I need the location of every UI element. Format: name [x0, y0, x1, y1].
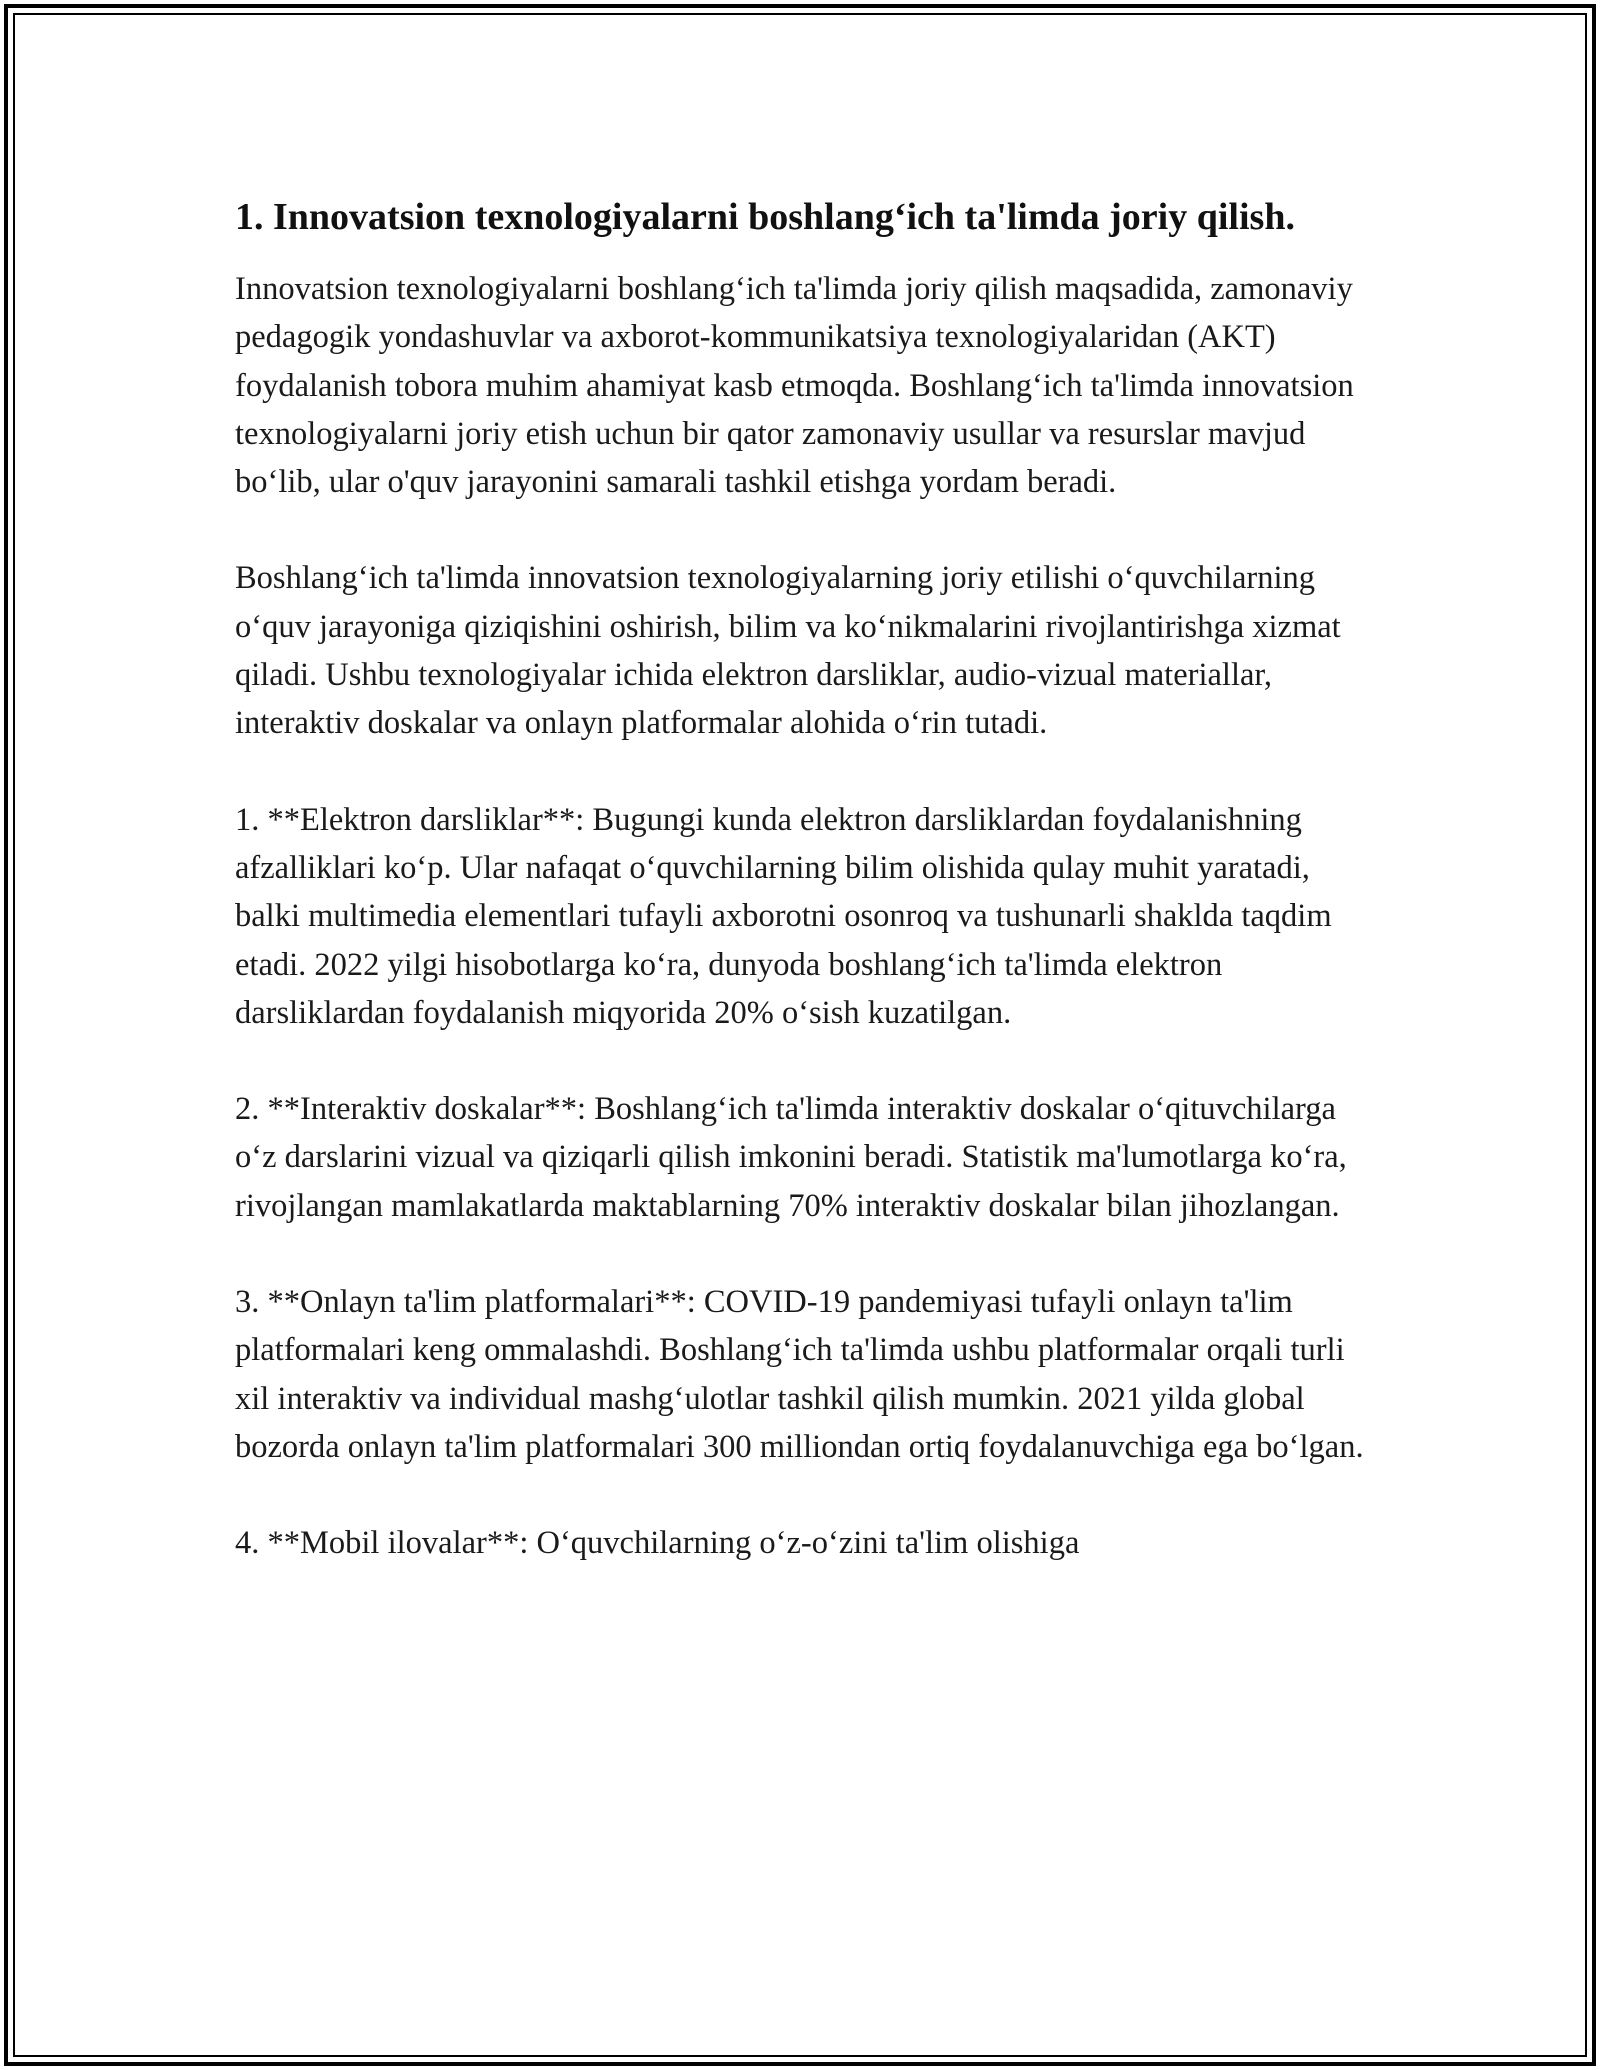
- list-item-electronic-textbooks: 1. **Elektron darsliklar**: Bugungi kunda elektron darsliklardan foydalanishning afzalliklari ko‘p. Ular nafaqat o‘quvchilarning bilim olishida qulay muhit yaratadi, balki multimedia elementlari tufayli axborotni osonroq va tushunarli shaklda taqdim etadi. 2022 yilgi hisobotlarga ko‘ra, dunyoda boshlang‘ich ta'limda elektron darsliklardan foydalanish miqyorida 20% o‘sish kuzatilgan.: [235, 801, 1332, 1031]
- list-item-online-platforms: 3. **Onlayn ta'lim platformalari**: COVID-19 pandemiyasi tufayli onlayn ta'lim platformalari keng ommalashdi. Boshlang‘ich ta'limda ushbu platformalar orqali turli xil interaktiv va individual mashg‘ulotlar tashkil qilish mumkin. 2021 yilda global bozorda onlayn ta'lim platformalari 300 milliondan ortiq foydalanuvchiga ega bo‘lgan.: [235, 1284, 1364, 1465]
- list-item-interactive-boards: 2. **Interaktiv doskalar**: Boshlang‘ich ta'limda interaktiv doskalar o‘qituvchilarga o‘z darslarini vizual va qiziqarli qilish imkonini beradi. Statistik ma'lumotlarga ko‘ra, rivojlangan mamlakatlarda maktablarning 70% interaktiv doskalar bilan jihozlangan.: [235, 1091, 1347, 1224]
- paragraph-intro: Innovatsion texnologiyalarni boshlang‘ich ta'limda joriy qilish maqsadida, zamonaviy pedagogik yondashuvlar va axborot-kommunikatsiya texnologiyalaridan (AKT) foydalanish tobora muhim ahamiyat kasb etmoqda. Boshlang‘ich ta'limda innovatsion texnologiyalarni joriy etish uchun bir qator zamonaviy usullar va resurslar mavjud bo‘lib, ular o'quv jarayonini samarali tashkil etishga yordam beradi.: [235, 271, 1354, 501]
- section-heading: 1. Innovatsion texnologiyalarni boshlang‘ich ta'limda joriy qilish.: [235, 196, 1295, 238]
- document-body: [235, 190, 1365, 1568]
- paragraph-overview: Boshlang‘ich ta'limda innovatsion texnologiyalarning joriy etilishi o‘quvchilarning o‘quv jarayoniga qiziqishini oshirish, bilim va ko‘nikmalarini rivojlantirishga xizmat qiladi. Ushbu texnologiyalar ichida elektron darsliklar, audio-vizual materiallar, interaktiv doskalar va onlayn platformalar alohida o‘rin tutadi.: [235, 560, 1341, 742]
- list-item-mobile-apps: 4. **Mobil ilovalar**: O‘quvchilarning o‘z-o‘zini ta'lim olishiga: [235, 1525, 1080, 1562]
